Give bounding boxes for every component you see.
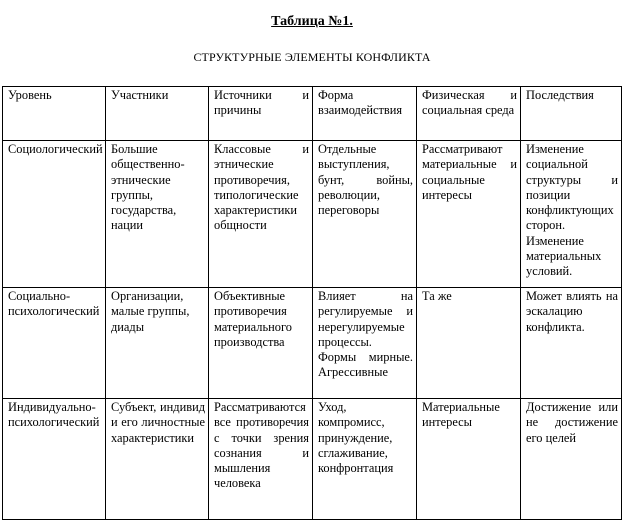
table-title: Таблица №1. [271,14,353,29]
table-cell: Организации, малые группы, диады [106,288,209,399]
table-cell: Рассматриваются все противоречия с точки зрения сознания и мышления человека [209,399,313,520]
header-cell-sources: Источники и причины [209,87,313,141]
table-cell: Субъект, индивид и его личностные характеристики [106,399,209,520]
table-cell: Объективные противоречия материального производства [209,288,313,399]
table-cell: Может влиять на эскалацию конфликта. [521,288,622,399]
header-cell-form: Форма взаимодействия [313,87,417,141]
conflict-elements-table [2,86,622,520]
table-cell: Большие общественно-этнические группы, государства, нации [106,141,209,288]
header-cell-level: Уровень [3,87,106,141]
table-cell: Та же [417,288,521,399]
table-cell: Отдельные выступления, бунт, войны, революции, переговоры [313,141,417,288]
table-cell: Влияет на регулируемые и нерегулируемые процессы. Формы мирные. Агрессивные [313,288,417,399]
header-cell-participants: Участники [106,87,209,141]
header-row [3,87,622,141]
table-cell: Материальные интересы [417,399,521,520]
table-row [3,288,622,399]
table-cell: Рассматривают материальные и социальные интересы [417,141,521,288]
table-subtitle: СТРУКТУРНЫЕ ЭЛЕМЕНТЫ КОНФЛИКТА [193,50,431,64]
table-cell: Социально-психологический [3,288,106,399]
table-cell: Социологический [3,141,106,288]
header-cell-consequences: Последствия [521,87,622,141]
table-cell: Уход, компромисс, принуждение, сглаживание, конфронтация [313,399,417,520]
table-cell: Изменение социальной структуры и позиции конфликтующих сторон. Изменение материальных условий. [521,141,622,288]
table-cell: Достижение или не достижение его целей [521,399,622,520]
table-row [3,399,622,520]
table-cell: Индивидуально-психологический [3,399,106,520]
table-row [3,141,622,288]
table-cell: Классовые и этнические противоречия, типологические характеристики общности [209,141,313,288]
header-cell-environment: Физическая и социальная среда [417,87,521,141]
